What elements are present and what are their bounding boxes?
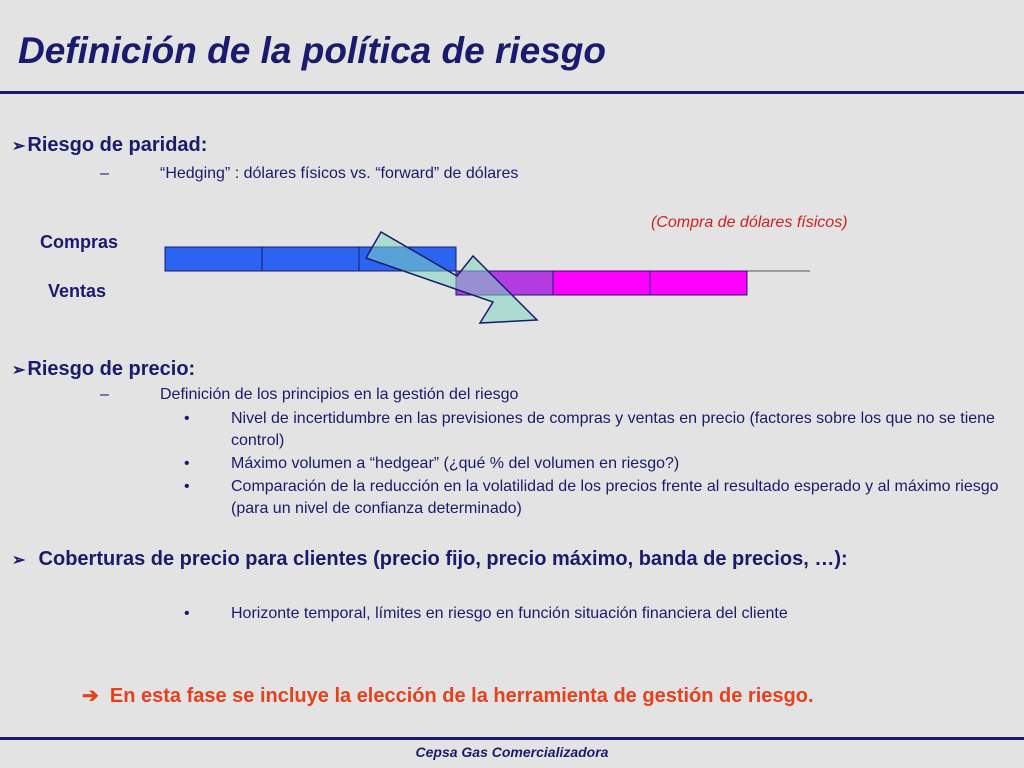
conclusion xyxy=(82,682,972,710)
section-heading: Riesgo de precio: xyxy=(27,358,196,380)
row-label-ventas: Ventas xyxy=(48,281,107,301)
bullet-dot: • xyxy=(184,455,190,472)
compras-block xyxy=(262,247,359,271)
conclusion-text: En esta fase se incluye la elección de la herramienta de gestión de riesgo. xyxy=(109,685,814,707)
section-coberturas xyxy=(12,545,1002,575)
bullet-dot: • xyxy=(184,478,190,495)
diagram-note: (Compra de dólares físicos) xyxy=(651,214,848,231)
arrowhead-icon: ➢ xyxy=(12,552,26,569)
bullet-dot: • xyxy=(184,605,190,622)
bullet-item: Horizonte temporal, límites en riesgo en función situación financiera del cliente xyxy=(231,605,788,622)
bullet-item: Comparación de la reducción en la volatilidad de los precios frente al resultado esperado y al máximo riesgo (para un nivel de confianza determinado) xyxy=(231,478,999,517)
dash-bullet: – xyxy=(100,165,109,182)
ventas-block xyxy=(553,271,650,295)
footer: Cepsa Gas Comercializadora xyxy=(415,744,609,760)
compras-block xyxy=(165,247,262,271)
bullet-item: Máximo volumen a “hedgear” (¿qué % del volumen en riesgo?) xyxy=(231,455,680,472)
ventas-block xyxy=(650,271,747,295)
page-title: Definición de la política de riesgo xyxy=(18,30,607,71)
dash-bullet: – xyxy=(100,386,109,403)
row-label-compras: Compras xyxy=(40,232,119,252)
footer-rule xyxy=(0,737,1024,740)
subpoint: Definición de los principios en la gestión del riesgo xyxy=(160,386,519,403)
bullet-dot: • xyxy=(184,410,190,427)
section-heading: Coberturas de precio para clientes (precio fijo, precio máximo, banda de precios, …): xyxy=(38,548,848,570)
subpoint: “Hedging” : dólares físicos vs. “forward” de dólares xyxy=(160,165,519,182)
bullet-item: Nivel de incertidumbre en las previsiones de compras y ventas en precio (factores sobre los que no se tiene control) xyxy=(231,410,995,449)
arrowhead-icon: ➢ xyxy=(12,138,26,155)
section-riesgo-precio xyxy=(12,358,195,381)
arrowhead-icon: ➢ xyxy=(12,362,26,379)
right-arrow-icon: ➔ xyxy=(82,685,99,707)
section-heading: Riesgo de paridad: xyxy=(27,134,208,156)
